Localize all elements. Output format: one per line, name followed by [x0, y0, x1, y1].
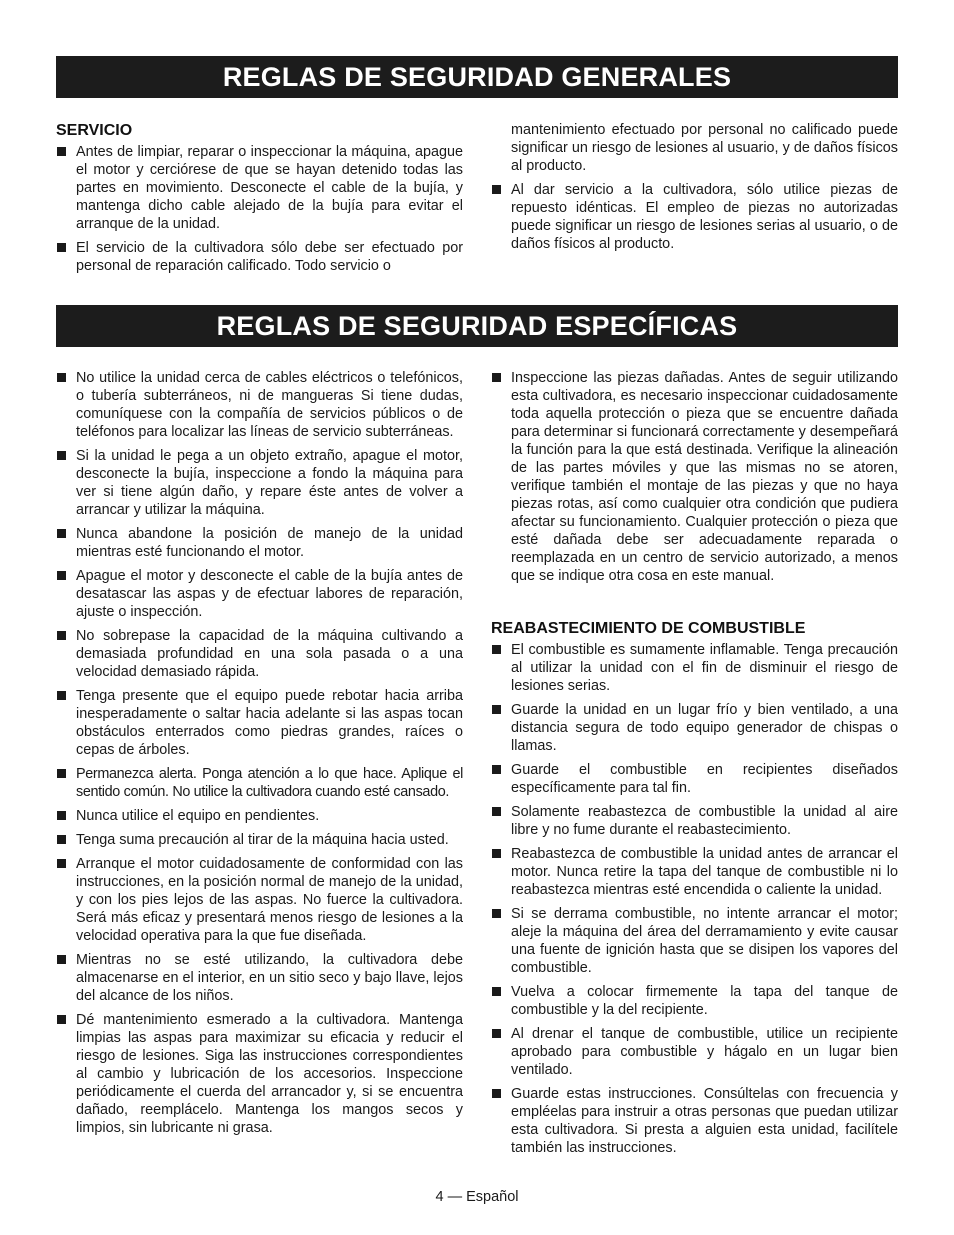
bullet-square-icon	[492, 1029, 501, 1038]
list-item: Guarde estas instrucciones. Consúltelas con frecuencia y empléelas para instruir a otras personas que puedan utilizar esta cultivadora. Si presta a alguien esta unidad, facilítele también las instrucciones.	[491, 1085, 898, 1157]
list-item: Arranque el motor cuidadosamente de conformidad con las instrucciones, en la posición normal de manejo de la unidad, y con los pies lejos de las aspas. No fuerce la cultivadora. Será más eficaz y presentará menos riesgo de lesiones a la velocidad operativa para la que fue diseñada.	[56, 855, 463, 945]
bullet-square-icon	[57, 529, 66, 538]
bullet-square-icon	[492, 185, 501, 194]
list-item: Vuelva a colocar firmemente la tapa del tanque de combustible y la del recipiente.	[491, 983, 898, 1019]
bullet-square-icon	[57, 859, 66, 868]
bullet-square-icon	[57, 835, 66, 844]
list-item: No sobrepase la capacidad de la máquina cultivando a demasiada profundidad en una sola pasada o a una velocidad demasiado rápida.	[56, 627, 463, 681]
servicio-list-left	[56, 143, 463, 275]
bullet-square-icon	[57, 451, 66, 460]
list-item: Antes de limpiar, reparar o inspeccionar la máquina, apague el motor y cerciórese de que se hayan detenido todas las partes en movimiento. Desconecte el cable de la bujía, y mantenga dicho cable alejado de la bujía para evitar el arranque de la unidad.	[56, 143, 463, 233]
bullet-square-icon	[57, 1015, 66, 1024]
servicio-continuation-text: mantenimiento efectuado por personal no calificado puede significar un riesgo de lesiones al usuario, y de daños físicos al producto.	[511, 122, 898, 174]
bullet-square-icon	[57, 631, 66, 640]
bullet-square-icon	[492, 765, 501, 774]
specific-rules-list-right	[491, 369, 898, 585]
list-item: Apague el motor y desconecte el cable de la bujía antes de desatascar las aspas y de efectuar labores de reparación, ajuste o inspección.	[56, 567, 463, 621]
bullet-square-icon	[57, 691, 66, 700]
servicio-section-left	[56, 121, 463, 281]
bullet-square-icon	[57, 811, 66, 820]
bullet-square-icon	[492, 909, 501, 918]
bullet-square-icon	[492, 807, 501, 816]
bullet-square-icon	[57, 373, 66, 382]
list-item: Nunca abandone la posición de manejo de la unidad mientras esté funcionando el motor.	[56, 525, 463, 561]
page-number-footer: 4 — Español	[435, 1189, 519, 1205]
list-item: Permanezca alerta. Ponga atención a lo que hace. Aplique el sentido común. No utilice la cultivadora cuando esté cansado.	[56, 765, 463, 801]
list-item: Tenga presente que el equipo puede rebotar hacia arriba inesperadamente o saltar hacia adelante si las aspas tocan obstáculos enterrados como piedras grandes, raíces o cepas de árboles.	[56, 687, 463, 759]
list-item: Guarde el combustible en recipientes diseñados específicamente para tal fin.	[491, 761, 898, 797]
bullet-square-icon	[492, 705, 501, 714]
bullet-square-icon	[57, 147, 66, 156]
servicio-heading: SERVICIO	[56, 122, 133, 139]
bullet-square-icon	[492, 373, 501, 382]
banner-general-safety-rules: REGLAS DE SEGURIDAD GENERALES	[56, 56, 898, 98]
list-item: Al drenar el tanque de combustible, utilice un recipiente aprobado para combustible y hágalo en un lugar bien ventilado.	[491, 1025, 898, 1079]
list-item: Tenga suma precaución al tirar de la máquina hacia usted.	[56, 831, 463, 849]
bullet-square-icon	[492, 987, 501, 996]
fuel-section	[491, 619, 898, 1163]
list-item: No utilice la unidad cerca de cables eléctricos o telefónicos, o tubería subterráneos, ni de mangueras Si tiene dudas, comuníquese con la compañía de servicios públicos o de teléfonos para localizar las líneas de servicio subterráneas.	[56, 369, 463, 441]
bullet-square-icon	[57, 769, 66, 778]
list-item: Mientras no se esté utilizando, la cultivadora debe almacenarse en el interior, en un sitio seco y bajo llave, lejos del alcance de los niños.	[56, 951, 463, 1005]
bullet-square-icon	[57, 243, 66, 252]
bullet-square-icon	[57, 571, 66, 580]
list-item: Si la unidad le pega a un objeto extraño, apague el motor, desconecte la bujía, inspeccione a fondo la máquina para ver si tiene algún daño, y repare éste antes de volver a arrancar y utilizar la máquina.	[56, 447, 463, 519]
specific-rules-list-left	[56, 369, 463, 1137]
list-item: El combustible es sumamente inflamable. Tenga precaución al utilizar la unidad con el fin de disminuir el riesgo de lesiones serias.	[491, 641, 898, 695]
bullet-square-icon	[492, 645, 501, 654]
list-item: Dé mantenimiento esmerado a la cultivadora. Mantenga limpias las aspas para maximizar su eficacia y reducir el riesgo de lesiones. Siga las instrucciones correspondientes al cambio y lubricación de los accesorios. Inspeccione periódicamente el cuerda del arrancador y, si se encuentra dañado, reemplácelo. Mantenga los mangos secos y limpios, sin lubricante ni grasa.	[56, 1011, 463, 1137]
list-item: Al dar servicio a la cultivadora, sólo utilice piezas de repuesto idénticas. El empleo de piezas no autorizadas puede significar un riesgo de lesiones serias al usuario, o de daños físicos al producto.	[491, 181, 898, 253]
specific-rules-right	[491, 369, 898, 591]
fuel-heading: REABASTECIMIENTO DE COMBUSTIBLE	[491, 620, 806, 637]
servicio-section-right	[491, 121, 898, 259]
list-item: Reabastezca de combustible la unidad antes de arrancar el motor. Nunca retire la tapa del tanque de combustible ni lo reabastezca mientras esté encendida o caliente la unidad.	[491, 845, 898, 899]
list-item: El servicio de la cultivadora sólo debe ser efectuado por personal de reparación calificado. Todo servicio o	[56, 239, 463, 275]
list-item: Nunca utilice el equipo en pendientes.	[56, 807, 463, 825]
banner-specific-safety-rules: REGLAS DE SEGURIDAD ESPECÍFICAS	[56, 305, 898, 347]
bullet-square-icon	[57, 955, 66, 964]
bullet-square-icon	[492, 1089, 501, 1098]
servicio-list-right	[491, 181, 898, 253]
list-item: Si se derrama combustible, no intente arrancar el motor; aleje la máquina del área del derramamiento y evite causar una fuente de ignición hasta que se disipen los vapores del combustible.	[491, 905, 898, 977]
list-item: Guarde la unidad en un lugar frío y bien ventilado, a una distancia segura de todo equipo generador de chispas o llamas.	[491, 701, 898, 755]
specific-rules-left	[56, 369, 463, 1143]
fuel-list	[491, 641, 898, 1157]
list-item: Inspeccione las piezas dañadas. Antes de seguir utilizando esta cultivadora, es necesario inspeccionar cuidadosamente toda aquella protección o pieza que se encuentre dañada para determinar si funcionará correctamente y desempeñará la función para la que está destinada. Verifique la alineación de las partes móviles y que las mismas no se atoren, verifique también el montaje de las piezas y que no haya piezas rotas, así como cualquier otra condición que pudiera afectar su funcionamiento. Cualquier protección o pieza que esté dañada debe ser adecuadamente reparada o reemplazada en un centro de servicio autorizado, a menos que se indique otra cosa en este manual.	[491, 369, 898, 585]
list-item: Solamente reabastezca de combustible la unidad al aire libre y no fume durante el reabastecimiento.	[491, 803, 898, 839]
bullet-square-icon	[492, 849, 501, 858]
